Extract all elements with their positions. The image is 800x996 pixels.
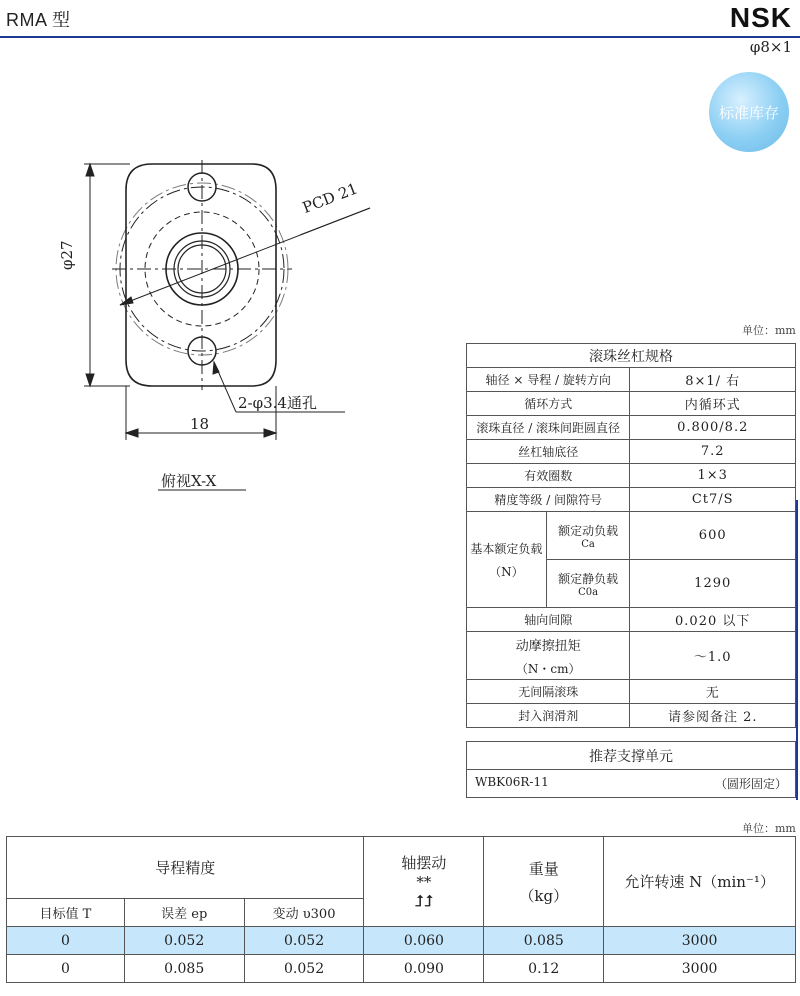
weight-cell: 0.12: [484, 955, 604, 983]
support-code: WBK06R-11: [475, 775, 549, 789]
error-cell: 0.085: [124, 955, 244, 983]
support-note: （圆形固定）: [714, 777, 787, 791]
spec-value: Ct7/S: [630, 488, 796, 512]
spec-value: 0.020 以下: [630, 608, 796, 632]
runout-cell: 0.060: [364, 927, 484, 955]
support-row: [467, 770, 796, 798]
right-edge-bar: [796, 500, 798, 800]
variation-cell: 0.052: [244, 927, 364, 955]
lead-accuracy-header: 导程精度: [7, 837, 364, 899]
nut-drawing: [0, 150, 420, 500]
support-title: 推荐支撑单元: [467, 742, 796, 770]
weight-unit: （kg）: [519, 886, 569, 905]
speed-cell: 3000: [604, 955, 796, 983]
load-group: [467, 512, 547, 608]
weight-cell: 0.085: [484, 927, 604, 955]
header-divider: [0, 36, 800, 38]
torque-value: ～1.0: [630, 632, 796, 680]
pcd-label: PCD 21: [300, 179, 361, 217]
spec-label: 循环方式: [467, 392, 630, 416]
spec-value: 内循环式: [630, 392, 796, 416]
speed-cell: 3000: [604, 927, 796, 955]
target-cell: 0: [7, 927, 125, 955]
spec-label: 有效圈数: [467, 464, 630, 488]
variation-header: 变动 υ300: [244, 899, 364, 927]
dynamic-load-name: 额定动负载: [558, 523, 619, 538]
hole-label: 2-φ3.4通孔: [238, 394, 317, 412]
spec-value: 无: [630, 680, 796, 704]
stock-badge-label: 标准库存: [718, 103, 779, 122]
static-load-name: 额定静负载: [558, 571, 619, 586]
spec-unit-label: 单位：mm: [742, 324, 796, 337]
runout-header: [364, 837, 484, 927]
weight-label: 重量: [528, 859, 559, 878]
spec-label: 丝杠轴底径: [467, 440, 630, 464]
spec-label: 精度等级 / 间隙符号: [467, 488, 630, 512]
spec-label: 无间隔滚珠: [467, 680, 630, 704]
speed-header: 允许转速 N（min⁻¹）: [604, 837, 796, 927]
stock-badge: [709, 72, 789, 152]
error-cell: 0.052: [124, 927, 244, 955]
table-row: [7, 927, 796, 955]
spec-value: 1×3: [630, 464, 796, 488]
error-header: 误差 ep: [124, 899, 244, 927]
performance-table: [6, 836, 796, 983]
runout-cell: 0.090: [364, 955, 484, 983]
model-title: RMA 型: [6, 10, 71, 30]
table-row: [7, 955, 796, 983]
view-label: 俯视X-X: [161, 472, 217, 490]
target-header: 目标值 T: [7, 899, 125, 927]
dynamic-load-label: [546, 512, 630, 560]
static-load-value: 1290: [630, 560, 796, 608]
spec-title: 滚珠丝杠规格: [467, 344, 796, 368]
runout-label: 轴摆动: [401, 854, 447, 872]
spec-value: 请参阅备注 2.: [630, 704, 796, 728]
spec-table: [466, 343, 796, 728]
runout-icon: ⮥⮥: [414, 891, 434, 910]
torque-name: 动摩擦扭矩: [515, 638, 581, 654]
perf-unit-label: 单位：mm: [742, 822, 796, 835]
spec-label: 轴径 × 导程 / 旋转方向: [467, 368, 630, 392]
spec-value: 8×1/ 右: [630, 368, 796, 392]
load-group-unit: （N）: [489, 564, 524, 579]
spec-label: 轴向间隙: [467, 608, 630, 632]
static-load-symbol: C0a: [578, 586, 599, 598]
spec-label: 滚珠直径 / 滚珠间距圆直径: [467, 416, 630, 440]
target-cell: 0: [7, 955, 125, 983]
variation-cell: 0.052: [244, 955, 364, 983]
load-group-label: 基本额定负载: [470, 541, 543, 556]
dynamic-load-symbol: Ca: [581, 538, 595, 550]
torque-label: [467, 632, 630, 680]
size-label: φ8×1: [749, 38, 792, 56]
spec-value: 7.2: [630, 440, 796, 464]
brand-logo: NSK: [729, 2, 792, 33]
torque-unit: （N・cm）: [515, 661, 581, 676]
weight-header: [484, 837, 604, 927]
support-table: [466, 741, 796, 798]
spec-value: 0.800/8.2: [630, 416, 796, 440]
diameter-label: φ27: [58, 240, 76, 270]
width-label: 18: [190, 415, 210, 433]
dynamic-load-value: 600: [630, 512, 796, 560]
runout-mark: **: [416, 873, 432, 891]
spec-label: 封入润滑剂: [467, 704, 630, 728]
static-load-label: [546, 560, 630, 608]
